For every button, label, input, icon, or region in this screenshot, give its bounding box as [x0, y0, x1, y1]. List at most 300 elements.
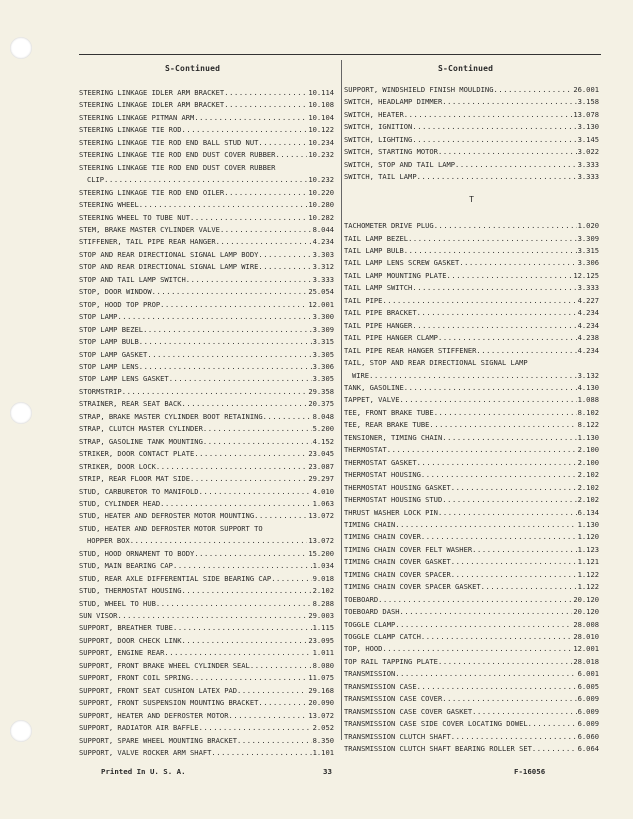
- entry-reference-number: 4.234: [577, 308, 599, 318]
- entry-reference-number: 1.121: [577, 557, 599, 567]
- index-entry: [344, 507, 599, 519]
- entry-name: SWITCH, TAIL LAMP: [344, 172, 417, 182]
- entry-reference-number: 2.102: [312, 586, 334, 596]
- entry-name: TIMING CHAIN COVER SPACER: [344, 569, 451, 579]
- entry-reference-number: 20.120: [573, 607, 599, 617]
- index-entry: [79, 149, 334, 161]
- leader-dots: [417, 171, 577, 183]
- index-entry-continued: TAIL, STOP AND REAR DIRECTIONAL SIGNAL LAMP: [344, 358, 528, 368]
- leader-dots: [237, 735, 312, 747]
- entry-reference-number: 10.232: [308, 175, 334, 185]
- leader-dots: [395, 619, 572, 631]
- index-entry: [79, 548, 334, 560]
- leader-dots: [417, 307, 577, 319]
- index-entry: [344, 693, 599, 705]
- index-entry: [79, 610, 334, 622]
- index-entry: [344, 731, 599, 743]
- entry-reference-number: 2.100: [577, 445, 599, 455]
- leader-dots: [258, 697, 307, 709]
- leader-dots: [194, 448, 307, 460]
- index-entry: [79, 99, 334, 111]
- entry-name: CLIP: [87, 175, 105, 185]
- index-entry: [79, 224, 334, 236]
- index-entry: [79, 486, 334, 498]
- entry-reference-number: 10.282: [308, 212, 334, 222]
- index-entry: [344, 569, 599, 581]
- entry-reference-number: 10.104: [308, 112, 334, 122]
- entry-name: THERMOSTAT: [344, 445, 387, 455]
- entry-reference-number: 3.132: [577, 370, 599, 380]
- entry-reference-number: 1.034: [312, 561, 334, 571]
- index-entry: [344, 270, 599, 282]
- entry-reference-number: 4.234: [577, 320, 599, 330]
- entry-name: STRAP, GASOLINE TANK MOUNTING: [79, 436, 203, 446]
- index-entry: [79, 647, 334, 659]
- entry-reference-number: 6.060: [577, 731, 599, 741]
- entry-name: STUD, CYLINDER HEAD: [79, 498, 161, 508]
- index-entry: [344, 469, 599, 481]
- entry-reference-number: 4.152: [312, 436, 334, 446]
- index-entry: [344, 257, 599, 269]
- leader-dots: [412, 134, 576, 146]
- entry-name: STEERING LINKAGE TIE ROD: [79, 125, 182, 135]
- entry-name: TAIL PIPE BRACKET: [344, 308, 417, 318]
- leader-dots: [156, 461, 308, 473]
- entry-name: TAIL PIPE: [344, 295, 383, 305]
- leader-dots: [417, 681, 577, 693]
- entry-reference-number: 6.134: [577, 507, 599, 517]
- index-entry: [344, 544, 599, 556]
- index-entry: [344, 146, 599, 158]
- entry-name: STRIKER, DOOR LOCK: [79, 461, 156, 471]
- entry-name: STUD, THERMOSTAT HOUSING: [79, 586, 182, 596]
- entry-reference-number: 1.122: [577, 569, 599, 579]
- leader-dots: [216, 236, 312, 248]
- leader-dots: [203, 423, 312, 435]
- entry-reference-number: 12.125: [573, 270, 599, 280]
- binder-hole: [10, 720, 32, 742]
- entry-reference-number: 3.309: [577, 233, 599, 243]
- entry-name: THERMOSTAT GASKET: [344, 457, 417, 467]
- index-entry: [79, 324, 334, 336]
- leader-dots: [190, 473, 307, 485]
- entry-name: SWITCH, HEADLAMP DIMMER: [344, 97, 443, 107]
- entry-reference-number: 12.001: [573, 644, 599, 654]
- entry-reference-number: 4.238: [577, 333, 599, 343]
- entry-name: STUD, REAR AXLE DIFFERENTIAL SIDE BEARING CAP: [79, 573, 272, 583]
- leader-dots: [387, 444, 577, 456]
- entry-reference-number: 1.130: [577, 519, 599, 529]
- leader-dots: [451, 482, 577, 494]
- entry-name: STEERING LINKAGE TIE ROD END BALL STUD NUT: [79, 137, 259, 147]
- entry-reference-number: 1.130: [577, 432, 599, 442]
- entry-name: STOP, DOOR WINDOW: [79, 287, 152, 297]
- leader-dots: [438, 332, 577, 344]
- entry-name: STUD, HEATER AND DEFROSTER MOTOR MOUNTING: [79, 511, 255, 521]
- leader-dots: [199, 722, 312, 734]
- leader-dots: [429, 419, 576, 431]
- entry-reference-number: 10.114: [308, 88, 334, 97]
- entry-name: TOGGLE CLAMP: [344, 619, 396, 629]
- index-entry: [344, 109, 599, 121]
- index-entry: [344, 419, 599, 431]
- entry-name: STOP LAMP LENS: [79, 361, 139, 371]
- index-entry: [344, 457, 599, 469]
- index-entry: [344, 295, 599, 307]
- entry-name: TEE, FRONT BRAKE TUBE: [344, 407, 434, 417]
- entry-name: STEERING LINKAGE TIE ROD END OILER: [79, 187, 225, 197]
- index-entry: [79, 299, 334, 311]
- leader-dots: [532, 743, 577, 755]
- leader-dots: [442, 693, 576, 705]
- left-column-heading: S-Continued: [165, 64, 221, 73]
- index-entry: [344, 606, 599, 618]
- index-entry: [79, 199, 334, 211]
- leader-dots: [104, 174, 307, 186]
- leader-dots: [451, 569, 577, 581]
- leader-dots: [139, 336, 312, 348]
- entry-reference-number: 3.315: [577, 245, 599, 255]
- entry-reference-number: 6.009: [577, 694, 599, 704]
- leader-dots: [130, 535, 308, 547]
- entry-name: STEM, BRAKE MASTER CYLINDER VALVE: [79, 224, 220, 234]
- form-number: F-16056: [514, 767, 546, 776]
- index-entry: [344, 743, 599, 755]
- leader-dots: [438, 656, 572, 668]
- leader-dots: [404, 245, 577, 257]
- index-entry: [79, 386, 334, 398]
- page-number: 33: [323, 767, 332, 776]
- leader-dots: [438, 146, 577, 158]
- entry-reference-number: 8.102: [577, 407, 599, 417]
- leader-dots: [382, 295, 576, 307]
- entry-reference-number: 10.220: [308, 187, 334, 197]
- index-entry: [344, 482, 599, 494]
- index-entry: [79, 249, 334, 261]
- entry-name: STOP LAMP BULB: [79, 337, 139, 347]
- index-entry: [344, 233, 599, 245]
- index-entry: [344, 134, 599, 146]
- index-entry: [344, 631, 599, 643]
- leader-dots: [476, 345, 576, 357]
- printed-notice: Printed In U. S. A.: [101, 767, 186, 776]
- index-entry: [344, 220, 599, 232]
- entry-reference-number: 1.115: [312, 623, 334, 633]
- entry-reference-number: 3.305: [312, 349, 334, 359]
- entry-reference-number: 8.048: [312, 411, 334, 421]
- index-entry: [344, 370, 599, 382]
- entry-reference-number: 28.008: [573, 619, 599, 629]
- leader-dots: [254, 510, 307, 522]
- leader-dots: [160, 498, 311, 510]
- index-entry: [344, 519, 599, 531]
- index-entry: [344, 531, 599, 543]
- index-entry: [79, 735, 334, 747]
- leader-dots: [271, 573, 311, 585]
- index-entry: [79, 187, 334, 199]
- index-entry: [79, 436, 334, 448]
- entry-reference-number: 1.011: [312, 648, 334, 658]
- leader-dots: [258, 137, 307, 149]
- index-entry: [79, 336, 334, 348]
- leader-dots: [203, 436, 312, 448]
- entry-name: SUPPORT, WINDSHIELD FINISH MOULDING: [344, 85, 494, 94]
- entry-reference-number: 1.120: [577, 532, 599, 542]
- leader-dots: [156, 598, 312, 610]
- entry-name: TRANSMISSION CASE: [344, 681, 417, 691]
- leader-dots: [451, 731, 577, 743]
- leader-dots: [395, 519, 576, 531]
- leader-dots: [122, 386, 308, 398]
- index-entry: [344, 643, 599, 655]
- entry-name: TIMING CHAIN COVER GASKET: [344, 557, 451, 567]
- leader-dots: [139, 199, 308, 211]
- entry-name: TAIL PIPE HANGER: [344, 320, 413, 330]
- entry-name: TAIL LAMP MOUNTING PLATE: [344, 270, 447, 280]
- leader-dots: [404, 382, 577, 394]
- index-entry: [79, 660, 334, 672]
- entry-name: STOP AND REAR DIRECTIONAL SIGNAL LAMP WIRE: [79, 262, 259, 272]
- leader-dots: [438, 507, 577, 519]
- index-entry: [79, 535, 334, 547]
- leader-dots: [143, 324, 312, 336]
- leader-dots: [194, 548, 307, 560]
- leader-dots: [369, 370, 577, 382]
- leader-dots: [417, 457, 577, 469]
- entry-name: STUD, MAIN BEARING CAP: [79, 561, 173, 571]
- leader-dots: [258, 261, 311, 273]
- index-entry: [79, 286, 334, 298]
- binder-hole: [10, 37, 32, 59]
- entry-name: TRANSMISSION CASE COVER: [344, 694, 443, 704]
- entry-name: TRANSMISSION CASE SIDE COVER LOCATING DOWEL: [344, 719, 528, 729]
- entry-reference-number: 1.101: [312, 748, 334, 758]
- index-entry: [79, 598, 334, 610]
- index-entry: [344, 581, 599, 593]
- index-entry: [344, 121, 599, 133]
- leader-dots: [408, 233, 577, 245]
- right-index-column: [344, 84, 599, 756]
- leader-dots: [224, 187, 307, 199]
- leader-dots: [224, 87, 307, 99]
- entry-name: TOGGLE CLAMP CATCH: [344, 632, 421, 642]
- index-entry: [79, 236, 334, 248]
- leader-dots: [139, 361, 312, 373]
- leader-dots: [447, 270, 573, 282]
- entry-name: STORMSTRIP: [79, 386, 122, 396]
- entry-reference-number: 3.315: [312, 337, 334, 347]
- entry-reference-number: 3.145: [577, 134, 599, 144]
- index-entry: [79, 448, 334, 460]
- leader-dots: [199, 486, 312, 498]
- entry-name: TRANSMISSION CLUTCH SHAFT: [344, 731, 451, 741]
- index-entry: [344, 96, 599, 108]
- entry-name: TIMING CHAIN: [344, 519, 396, 529]
- leader-dots: [404, 109, 573, 121]
- leader-dots: [472, 706, 577, 718]
- entry-reference-number: 28.010: [573, 632, 599, 642]
- entry-name: TAIL PIPE REAR HANGER STIFFENER: [344, 345, 477, 355]
- entry-reference-number: 13.072: [308, 710, 334, 720]
- index-entry: [79, 261, 334, 273]
- leader-dots: [173, 560, 312, 572]
- entry-name: TOP RAIL TAPPING PLATE: [344, 656, 438, 666]
- leader-dots: [160, 299, 307, 311]
- entry-name: THERMOSTAT HOUSING: [344, 470, 421, 480]
- leader-dots: [237, 685, 307, 697]
- index-entry: [79, 622, 334, 634]
- entry-reference-number: 6.009: [577, 719, 599, 729]
- leader-dots: [421, 631, 573, 643]
- entry-reference-number: 9.018: [312, 573, 334, 583]
- index-entry: [344, 159, 599, 171]
- entry-reference-number: 11.075: [308, 673, 334, 683]
- leader-dots: [152, 286, 308, 298]
- leader-dots: [493, 84, 572, 96]
- leader-dots: [455, 159, 577, 171]
- leader-dots: [442, 494, 576, 506]
- entry-reference-number: 1.122: [577, 582, 599, 592]
- entry-reference-number: 3.303: [312, 249, 334, 259]
- index-entry: [344, 394, 599, 406]
- entry-reference-number: 2.052: [312, 723, 334, 733]
- index-entry: [79, 585, 334, 597]
- entry-reference-number: 1.063: [312, 498, 334, 508]
- index-entry: [79, 398, 334, 410]
- leader-dots: [211, 747, 311, 759]
- leader-dots: [173, 622, 312, 634]
- leader-dots: [186, 274, 312, 286]
- leader-dots: [400, 606, 573, 618]
- entry-name: SUPPORT, FRONT COIL SPRING: [79, 673, 191, 683]
- entry-name: STEERING WHEEL: [79, 200, 139, 210]
- index-entry: [79, 498, 334, 510]
- entry-name: TEE, REAR BRAKE TUBE: [344, 420, 430, 430]
- entry-name: SWITCH, STOP AND TAIL LAMP: [344, 159, 456, 169]
- index-entry: [79, 685, 334, 697]
- entry-name: SWITCH, LIGHTING: [344, 134, 413, 144]
- index-entry: [344, 84, 599, 96]
- index-entry: [344, 407, 599, 419]
- index-entry: [79, 373, 334, 385]
- index-entry: [79, 635, 334, 647]
- leader-dots: [164, 647, 311, 659]
- entry-reference-number: 2.102: [577, 482, 599, 492]
- leader-dots: [224, 99, 307, 111]
- entry-reference-number: 3.333: [312, 274, 334, 284]
- index-entry: [79, 461, 334, 473]
- entry-name: SUPPORT, ENGINE REAR: [79, 648, 165, 658]
- entry-reference-number: 15.200: [308, 548, 334, 558]
- entry-name: STIFFENER, TAIL PIPE REAR HANGER: [79, 237, 216, 247]
- entry-name: TENSIONER, TIMING CHAIN: [344, 432, 443, 442]
- index-entry: [79, 560, 334, 572]
- entry-reference-number: 29.003: [308, 611, 334, 621]
- entry-reference-number: 1.088: [577, 395, 599, 405]
- entry-name: STRIKER, DOOR CONTACT PLATE: [79, 449, 195, 459]
- entry-reference-number: 3.130: [577, 122, 599, 132]
- index-entry: [344, 594, 599, 606]
- entry-reference-number: 20.120: [573, 594, 599, 604]
- entry-name: STOP LAMP LENS GASKET: [79, 374, 169, 384]
- entry-name: TIMING CHAIN COVER SPACER GASKET: [344, 582, 481, 592]
- entry-reference-number: 8.044: [312, 224, 334, 234]
- leader-dots: [528, 718, 577, 730]
- entry-name: STRAP, CLUTCH MASTER CYLINDER: [79, 424, 203, 434]
- index-entry: [344, 718, 599, 730]
- entry-name: TAIL LAMP BEZEL: [344, 233, 409, 243]
- leader-dots: [258, 249, 311, 261]
- entry-name: SUPPORT, VALVE ROCKER ARM SHAFT: [79, 748, 212, 758]
- index-entry: [79, 573, 334, 585]
- leader-dots: [228, 710, 307, 722]
- entry-reference-number: 5.200: [312, 424, 334, 434]
- index-entry: [79, 137, 334, 149]
- leader-dots: [117, 311, 311, 323]
- leader-dots: [481, 581, 577, 593]
- entry-name: STOP AND TAIL LAMP SWITCH: [79, 274, 186, 284]
- entry-reference-number: 1.123: [577, 544, 599, 554]
- entry-reference-number: 29.297: [308, 474, 334, 484]
- leader-dots: [451, 556, 577, 568]
- entry-name: SUPPORT, FRONT SUSPENSION MOUNTING BRACKET: [79, 698, 259, 708]
- index-entry: [344, 307, 599, 319]
- entry-name: TRANSMISSION: [344, 669, 396, 679]
- leader-dots: [275, 149, 307, 161]
- entry-reference-number: 8.350: [312, 735, 334, 745]
- leader-dots: [182, 635, 308, 647]
- leader-dots: [421, 531, 577, 543]
- entry-name: STOP AND REAR DIRECTIONAL SIGNAL LAMP BODY: [79, 249, 259, 259]
- leader-dots: [412, 320, 576, 332]
- entry-reference-number: 6.005: [577, 681, 599, 691]
- entry-name: TAPPET, VALVE: [344, 395, 400, 405]
- leader-dots: [395, 668, 576, 680]
- entry-reference-number: 3.300: [312, 312, 334, 322]
- entry-reference-number: 3.305: [312, 374, 334, 384]
- entry-reference-number: 28.018: [573, 656, 599, 666]
- index-entry: [344, 282, 599, 294]
- leader-dots: [434, 220, 577, 232]
- entry-reference-number: 23.095: [308, 635, 334, 645]
- entry-reference-number: 8.288: [312, 598, 334, 608]
- entry-name: TACHOMETER DRIVE PLUG: [344, 221, 434, 231]
- entry-name: STOP, HOOD TOP PROP: [79, 299, 161, 309]
- leader-dots: [182, 585, 312, 597]
- leader-dots: [442, 96, 576, 108]
- index-entry: [79, 311, 334, 323]
- entry-reference-number: 10.122: [308, 125, 334, 135]
- entry-reference-number: 23.045: [308, 449, 334, 459]
- leader-dots: [400, 394, 577, 406]
- entry-reference-number: 3.333: [577, 172, 599, 182]
- entry-name: STOP LAMP GASKET: [79, 349, 148, 359]
- entry-reference-number: 26.001: [573, 85, 599, 94]
- entry-reference-number: 8.122: [577, 420, 599, 430]
- entry-reference-number: 3.333: [577, 159, 599, 169]
- entry-reference-number: 25.054: [308, 287, 334, 297]
- right-t-entries: [344, 220, 599, 755]
- index-entry: [79, 174, 334, 186]
- entry-name: STEERING LINKAGE IDLER ARM BRACKET: [79, 100, 225, 110]
- index-entry: [79, 274, 334, 286]
- index-entry: [344, 171, 599, 183]
- entry-reference-number: 4.227: [577, 295, 599, 305]
- entry-name: THRUST WASHER LOCK PIN: [344, 507, 438, 517]
- index-entry: [79, 510, 334, 522]
- index-entry: [79, 423, 334, 435]
- entry-reference-number: 3.309: [312, 324, 334, 334]
